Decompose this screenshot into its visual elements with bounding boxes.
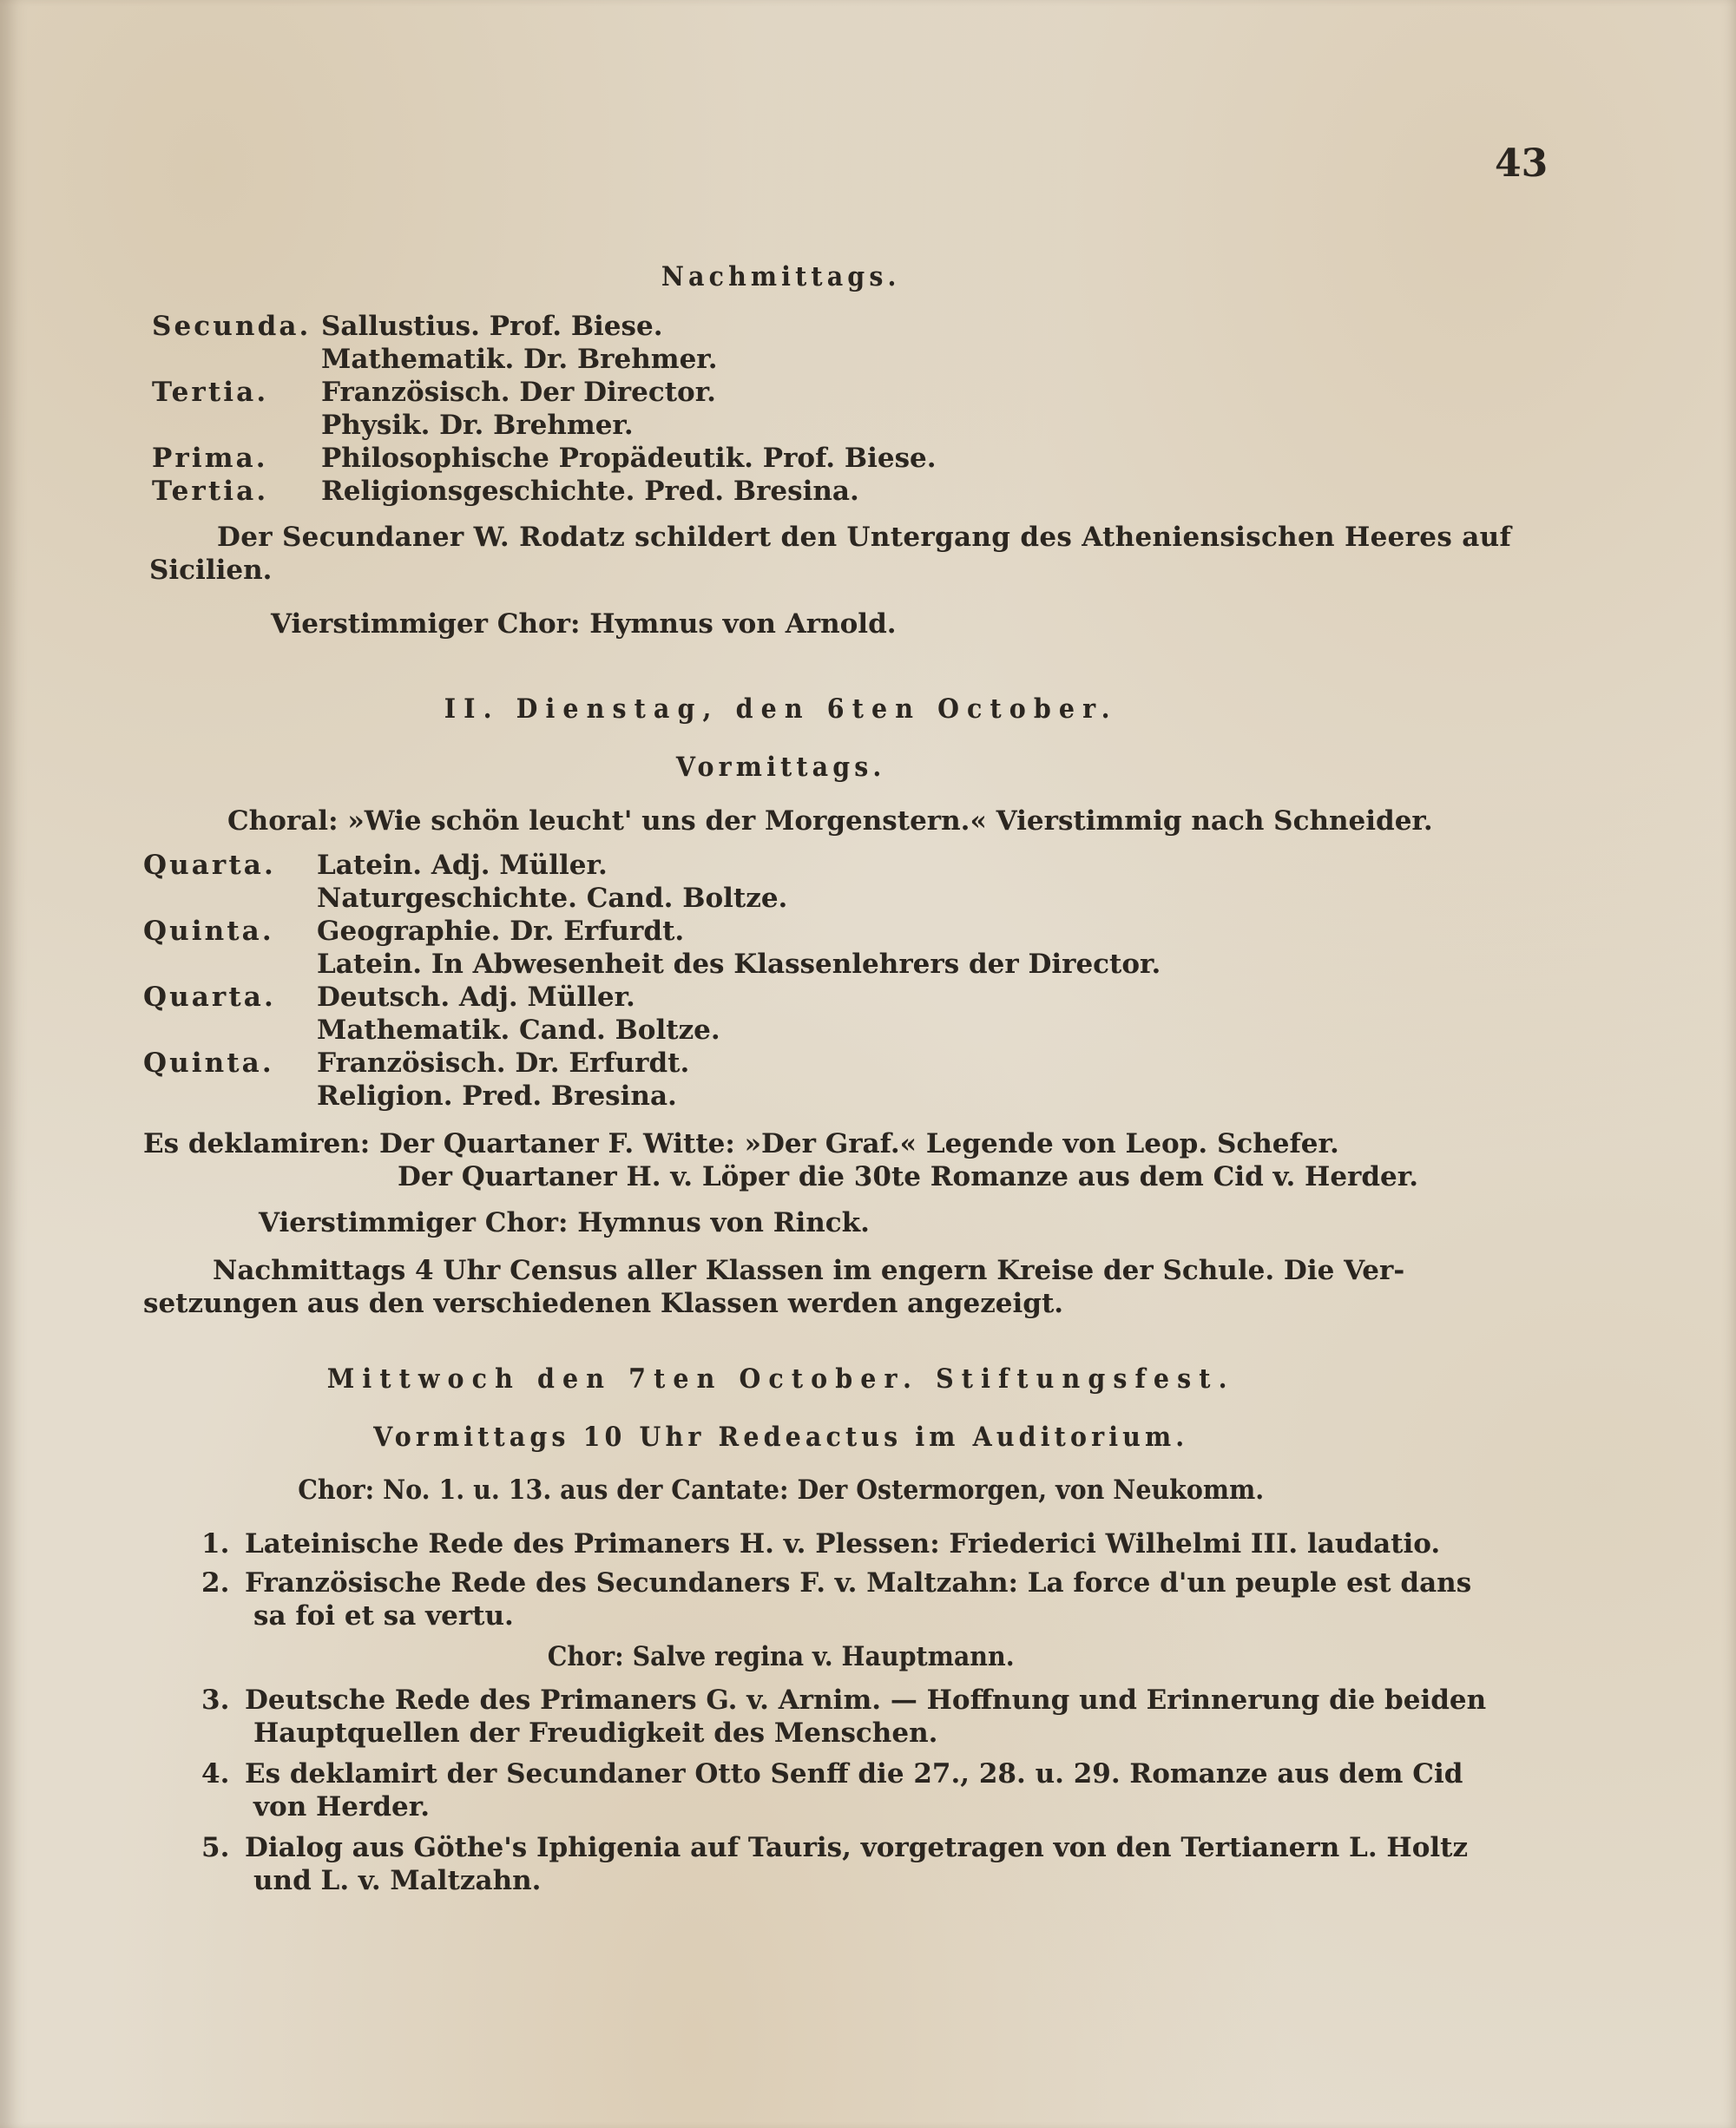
- lesson-entry: Sallustius. Prof. Biese.: [321, 311, 663, 342]
- item-number: 1.: [201, 1528, 230, 1560]
- program-item-line: von Herder.: [253, 1791, 431, 1823]
- class-label: Secunda.: [152, 311, 312, 342]
- choir-line: Vierstimmiger Chor: Hymnus von Rinck.: [259, 1207, 870, 1238]
- item-number: 4.: [201, 1758, 230, 1790]
- item-number: 5.: [201, 1832, 230, 1863]
- class-label: Prima.: [152, 443, 268, 474]
- class-label: Quinta.: [143, 1048, 274, 1079]
- lesson-entry: Geographie. Dr. Erfurdt.: [317, 916, 685, 947]
- section-title-morning: Vormittags.: [675, 752, 886, 783]
- declamation-line: Der Quartaner H. v. Löper die 30te Romanze aus dem Cid v. Herder.: [398, 1161, 1419, 1192]
- section-title-redeactus: Vormittags 10 Uhr Redeactus im Auditorium.: [373, 1422, 1189, 1453]
- lesson-entry: Religionsgeschichte. Pred. Bresina.: [321, 476, 859, 507]
- choir-interlude: Chor: Salve regina v. Hauptmann.: [547, 1641, 1015, 1672]
- choral-line: Choral: »Wie schön leucht' uns der Morgenstern.« Vierstimmig nach Schneider.: [227, 805, 1433, 837]
- lesson-entry: Religion. Pred. Bresina.: [317, 1080, 677, 1112]
- choir-line: Chor: No. 1. u. 13. aus der Cantate: Der Ostermorgen, von Neukomm.: [298, 1474, 1265, 1506]
- lesson-entry: Naturgeschichte. Cand. Boltze.: [317, 883, 788, 914]
- section-title-afternoon: Nachmittags.: [661, 261, 901, 292]
- lesson-entry: Philosophische Propädeutik. Prof. Biese.: [321, 443, 937, 474]
- choir-line: Vierstimmiger Chor: Hymnus von Arnold.: [271, 608, 897, 640]
- class-label: Quarta.: [143, 850, 276, 881]
- program-item-line: und L. v. Maltzahn.: [253, 1865, 542, 1896]
- lesson-entry: Französisch. Der Director.: [321, 377, 716, 408]
- lesson-entry: Latein. Adj. Müller.: [317, 850, 608, 881]
- item-number: 3.: [201, 1685, 230, 1716]
- program-item-line: Französische Rede des Secundaners F. v. Maltzahn: La force d'un peuple est dans: [245, 1567, 1472, 1599]
- lesson-entry: Deutsch. Adj. Müller.: [317, 982, 635, 1013]
- speech-paragraph-line: Der Secundaner W. Rodatz schildert den Untergang des Atheniensischen Heeres auf: [217, 522, 1512, 553]
- class-label: Tertia.: [152, 377, 269, 408]
- class-label: Quarta.: [143, 982, 276, 1013]
- day-heading-tuesday: II. Dienstag, den 6ten October.: [444, 693, 1118, 725]
- lesson-entry: Mathematik. Dr. Brehmer.: [321, 344, 718, 375]
- declamation-line: Es deklamiren: Der Quartaner F. Witte: »Der Graf.« Legende von Leop. Schefer.: [143, 1128, 1339, 1159]
- program-item-line: Hauptquellen der Freudigkeit des Menschen.: [253, 1718, 938, 1749]
- program-item-line: Dialog aus Göthe's Iphigenia auf Tauris, vorgetragen von den Tertianern L. Holtz: [245, 1832, 1469, 1863]
- class-label: Quinta.: [143, 916, 274, 947]
- page-number: 43: [1495, 141, 1549, 186]
- program-item-line: sa foi et sa vertu.: [253, 1600, 514, 1632]
- program-item-line: Es deklamirt der Secundaner Otto Senff die 27., 28. u. 29. Romanze aus dem Cid: [245, 1758, 1463, 1790]
- lesson-entry: Französisch. Dr. Erfurdt.: [317, 1048, 690, 1079]
- lesson-entry: Latein. In Abwesenheit des Klassenlehrers der Director.: [317, 949, 1161, 980]
- census-paragraph-line: Nachmittags 4 Uhr Census aller Klassen im engern Kreise der Schule. Die Ver-: [213, 1255, 1405, 1286]
- day-heading-wednesday: Mittwoch den 7ten October. Stiftungsfest.: [326, 1363, 1235, 1395]
- lesson-entry: Physik. Dr. Brehmer.: [321, 410, 634, 441]
- lesson-entry: Mathematik. Cand. Boltze.: [317, 1015, 720, 1046]
- speech-paragraph-line: Sicilien.: [149, 555, 273, 586]
- program-item-line: Lateinische Rede des Primaners H. v. Plessen: Friederici Wilhelmi III. laudatio.: [245, 1528, 1441, 1560]
- item-number: 2.: [201, 1567, 230, 1599]
- census-paragraph-line: setzungen aus den verschiedenen Klassen werden angezeigt.: [143, 1288, 1064, 1319]
- class-label: Tertia.: [152, 476, 269, 507]
- program-item-line: Deutsche Rede des Primaners G. v. Arnim. — Hoffnung und Erinnerung die beiden: [245, 1685, 1487, 1716]
